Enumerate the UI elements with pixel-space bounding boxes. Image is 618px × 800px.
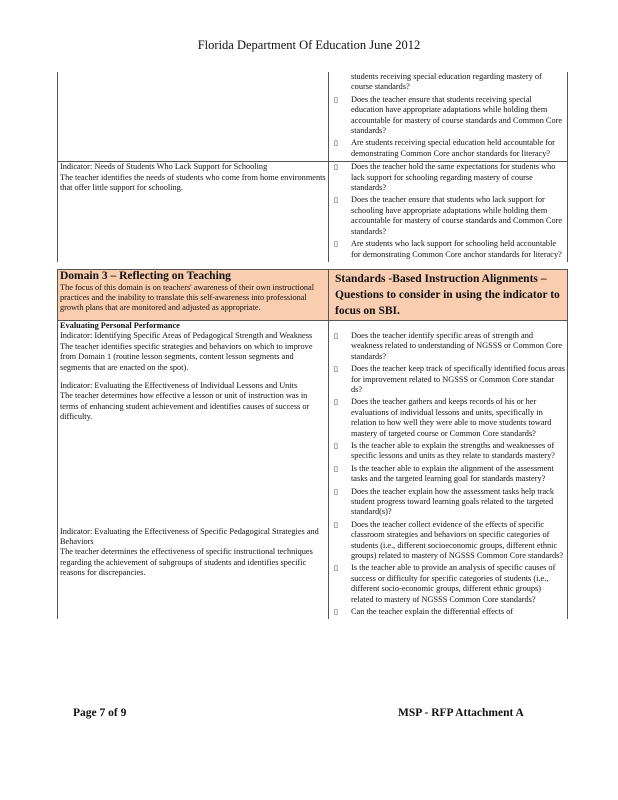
indicator-label: Indicator: Identifying Specific Areas of Pedagogical Strength and Weakness [60, 331, 313, 341]
domain-header-row [58, 269, 568, 320]
indicator-label: Indicator: Evaluating the Effectiveness of Individual Lessons and Units [60, 380, 298, 390]
list-item: ▯ Is the teacher able to explain the strengths and weaknesses of specific lessons and units as they relate to standards mastery? [331, 441, 565, 462]
row1-right-cell [329, 72, 568, 162]
indicator-description: The teacher identifies specific strategies and behaviors on which to improve from Domain 1 (routine lesson segments, content lesson segments and segments that are enacted on the spot). [60, 341, 313, 372]
table-gap [58, 262, 568, 270]
row3-right-cell [329, 320, 568, 619]
row1-question-list [331, 72, 565, 159]
domain-description: The focus of this domain is on teachers' awareness of their own instructional practices and the inability to translate this self-awareness into professional growth plans that are monitored and adjusted as appropriate. [60, 282, 315, 312]
domain-title-cell [58, 269, 329, 320]
table-row [58, 162, 568, 262]
list-item: ▯ Are students who lack support for schooling held accountable for demonstrating Common Core anchor standards for literacy? [331, 239, 565, 260]
list-item: ▯ Does the teacher hold the same expectations for students who lack support for schooling regarding mastery of course standards? [331, 162, 565, 193]
domain-title: Domain 3 – Reflecting on Teaching [60, 269, 231, 282]
table-row [58, 72, 568, 162]
standards-title: Standards -Based Instruction Alignments – Questions to consider in using the indicator to focus on SBI. [335, 272, 560, 317]
list-item: ▯ Does the teacher keep track of specifically identified focus areas for improvement related to NGSSS or Common Core standar ds? [331, 364, 565, 395]
list-item: ▯ Does the teacher collect evidence of the effects of specific classroom strategies and behaviors on specific categories of students (i.e., different socioeconomic groups, different ethnic groups) related to mastery of NGSSS Common Core standards? [331, 520, 565, 562]
indicator-label: Indicator: Evaluating the Effectiveness of Specific Pedagogical Strategies and Behaviors [60, 526, 319, 546]
rubric-table [57, 72, 568, 619]
row2-right-cell [329, 162, 568, 262]
list-item: ▯ Is the teacher able to provide an analysis of specific causes of success or difficulty for specific categories of students (i.e., different socio-economic groups, different ethnic groups) related to mastery of NGSSS Common Core standards? [331, 563, 565, 605]
row3-left-cell [58, 320, 329, 619]
row2-question-list [331, 162, 565, 260]
attachment-label: MSP - RFP Attachment A [398, 707, 524, 719]
list-item: ▯ Does the teacher ensure that students receiving special education have appropriate adaptations while holding them accountable for mastery of course standards and Common Core standards? [331, 95, 565, 137]
list-item: ▯ Does the teacher gathers and keeps records of his or her evaluations of individual lessons and units, specifically in relation to how well they were able to move students toward mastery of targeted course or Common Core standards? [331, 397, 565, 439]
list-item: ▯ Is the teacher able to explain the alignment of the assessment tasks and the targeted learning goal for standards mastery? [331, 464, 565, 485]
list-item: ▯ Are students receiving special education held accountable for demonstrating Common Core anchor standards for literacy? [331, 138, 565, 159]
list-item: ▯ Does the teacher identify specific areas of strength and weakness related to understanding of NGSSS or Common Core standards? [331, 331, 565, 362]
row1-left-cell [58, 72, 329, 162]
section-heading: Evaluating Personal Performance [60, 320, 180, 330]
indicator-description: The teacher determines how effective a lesson or unit of instruction was in terms of enhancing student achievement and identifies causes of success or difficulty. [60, 391, 310, 422]
row2-left-cell [58, 162, 329, 262]
table-row [58, 320, 568, 619]
list-item: ▯ Does the teacher explain how the assessment tasks help track student progress toward learning goals related to the targeted standard(s)? [331, 487, 565, 518]
list-item: ▯ Can the teacher explain the differential effects of [331, 607, 565, 617]
indicator-label: Indicator: Needs of Students Who Lack Support for Schooling [60, 162, 268, 172]
page-header: Florida Department Of Education June 2012 [197, 38, 421, 52]
list-item: ▯ Does the teacher ensure that students who lack support for schooling have appropriate adaptations while holding them accountable for mastery of course standards and Common Core standards? [331, 195, 565, 237]
standards-title-cell [329, 269, 568, 320]
row3-question-list [331, 331, 565, 618]
page-number: Page 7 of 9 [73, 707, 127, 719]
indicator-description: The teacher determines the effectiveness of specific instructional techniques regarding the achievement of subgroups of students and identifies specific reasons for discrepancies. [60, 547, 313, 578]
indicator-description: The teacher identifies the needs of students who come from home environments that offer little support for schooling. [60, 172, 326, 193]
list-item: students receiving special education regarding mastery of course standards? [351, 72, 542, 92]
